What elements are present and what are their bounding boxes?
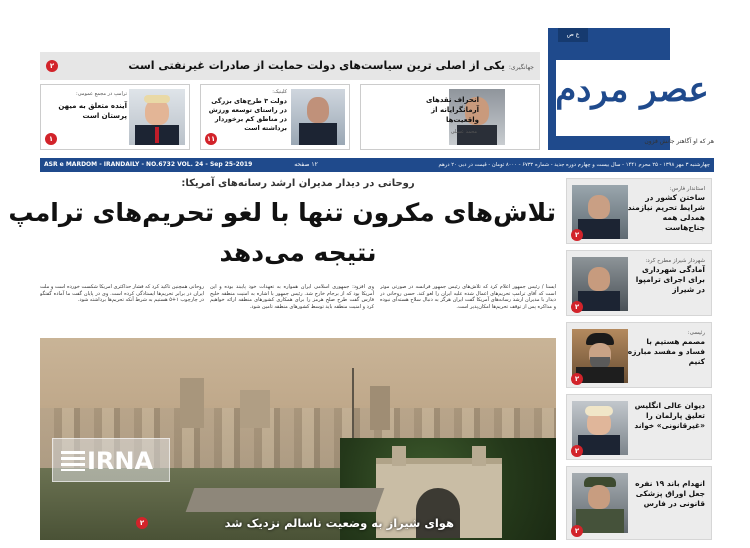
sidebar-badge: ۲	[571, 301, 583, 313]
teaser-kicker: کلینیک:	[272, 89, 287, 95]
sidebar-badge: ۲	[571, 229, 583, 241]
sidebar-item-governor[interactable]	[566, 178, 712, 244]
sidebar-item-police[interactable]	[566, 466, 712, 540]
masthead-title: عصر مردم	[555, 70, 709, 110]
sidebar-headline: آمادگی شهرداری برای اجرای ترامپوا در شیراز	[635, 265, 705, 294]
teaser-text: دولت ۳ طرح‌های بزرگی در راستای توسعه ورزش در مناطق کم برخوردار برداشته است	[208, 97, 287, 132]
teaser-text: انحراف نقدهای آرمانگرایانه از واقعیت‌ها	[425, 96, 479, 124]
lead-body-col-3: روحانی همچنین تاکید کرد که فشار حداکثری آمریکا شکست خورده است و ملت ایران در برابر تحریم‌ها ایستادگی کرده است. وی در پایان گفت ما آماده گفتگو در چارچوب ۱+۵ هستیم به شرط آنکه تحریم‌ها برداشته شود.	[40, 284, 204, 304]
teaser-photo	[291, 89, 345, 145]
latin-dateline: ASR e MARDOM - IRANDAILY - NO.6732 VOL. 24 - Sep 25-2019	[44, 161, 253, 168]
sidebar-text	[625, 479, 705, 509]
lead-headline-2[interactable]: نتیجه می‌دهد	[219, 238, 377, 267]
sidebar-badge: ۲	[571, 373, 583, 385]
teaser-badge: ۱۱	[206, 135, 216, 143]
teaser-badge: ۱	[45, 133, 57, 145]
masthead-tab: ع ص	[558, 28, 588, 42]
sidebar-text	[625, 329, 705, 367]
sidebar-headline: ساختن کشور در شرایط تحریم نیازمند همدلی همه جناح‌هاست	[627, 193, 705, 232]
sidebar-text	[625, 401, 705, 431]
main-photo[interactable]	[40, 338, 556, 540]
teaser-photo	[129, 89, 185, 145]
top-headline-bar[interactable]	[40, 52, 540, 80]
sidebar-headline: انهدام باند ۱۹ نفره جعل اوراق پزشکی قانونی در فارس	[635, 479, 705, 508]
sidebar-headline: مصمم هستیم با فساد و مفسد مبارزه کنیم	[627, 337, 705, 366]
lead-kicker: روحانی در دیدار مدیران ارشد رسانه‌های آمریکا:	[181, 178, 415, 189]
teaser-kicker: ترامپ در مجمع عمومی:	[76, 91, 127, 97]
sidebar-kicker: استاندار فارس:	[669, 186, 705, 192]
lead-headline-1[interactable]: تلاش‌های مکرون تنها با لغو تحریم‌های ترامپ	[8, 198, 556, 227]
lead-body-col-1: ایسنا / رئیس جمهور اعلام کرد که تلاش‌های رئیس جمهور فرانسه در صورتی موثر است که آقای ترامپ تحریم‌های اعمال شده علیه ایران را لغو کند. حسن روحانی در دیدار با مدیران ارشد رسانه‌های آمریکا گفت ایران هرگز به دنبال سلاح هسته‌ای نبوده و مذاکره پس از توقف تحریم‌ها امکان‌پذیر است.	[380, 284, 556, 310]
sidebar-text	[625, 257, 705, 295]
dateline-strip	[40, 158, 714, 172]
irna-wordmark: IRNA	[87, 447, 154, 475]
sidebar-badge: ۲	[571, 445, 583, 457]
sidebar-kicker: شهردار شیراز مطرح کرد:	[645, 258, 705, 264]
lead-body-col-2: وی افزود: جمهوری اسلامی ایران همواره به تعهدات خود پایبند بوده و این آمریکا بود که از برجام خارج شد. رئیس جمهور با اشاره به امنیت منطقه خلیج فارس گفت طرح صلح هرمز را برای همکاری کشورهای منطقه ارائه خواهیم کرد و امنیت منطقه باید توسط کشورهای منطقه تامین شود.	[210, 284, 374, 310]
sidebar-item-mayor[interactable]	[566, 250, 712, 316]
top-headline-kicker: جهانگیری:	[508, 64, 534, 71]
top-headline	[64, 56, 534, 78]
masthead-tagline: هر که او آگاهتر جانش فزون	[644, 138, 714, 145]
teaser-text: آینده متعلق به میهن پرستان است	[58, 102, 127, 120]
sidebar-text	[625, 185, 705, 233]
sidebar-item-raisi[interactable]	[566, 322, 712, 388]
page-count: ۱۲ صفحه	[294, 161, 318, 168]
sidebar-badge: ۲	[571, 525, 583, 537]
sidebar-headline: دیوان عالی انگلیس تعلیق پارلمان را «غیرقانونی» خواند	[634, 401, 705, 430]
teaser-author: محمد عسلی	[450, 129, 477, 135]
sidebar-photo	[572, 473, 628, 533]
teaser-box-3[interactable]	[40, 84, 190, 150]
page-badge: ۲	[46, 60, 58, 72]
photo-caption: هوای شیراز به وضعیت ناسالم نزدیک شد	[224, 516, 454, 530]
top-headline-text: یکی از اصلی ترین سیاست‌های دولت حمایت از صادرات غیرنفتی است	[128, 59, 506, 72]
caption-badge: ۲	[136, 517, 148, 529]
persian-dateline: چهارشنبه ۳ مهر ۱۳۹۸ - ۲۵ محرم ۱۴۴۱ - سال بیست و چهارم دوره جدید - شماره ۶۷۳۲ - ۸۰۰۰ تومان - قیمت در دبی ۲۰ درهم	[438, 162, 710, 168]
irna-watermark	[52, 438, 170, 482]
irna-logo-icon	[61, 451, 85, 471]
photo-caption-bar	[136, 510, 456, 536]
sidebar-kicker: رئیسی:	[687, 330, 705, 336]
sidebar-item-uk-court[interactable]	[566, 394, 712, 460]
teaser-box-2[interactable]	[200, 84, 350, 150]
teaser-box-1[interactable]	[360, 84, 540, 150]
